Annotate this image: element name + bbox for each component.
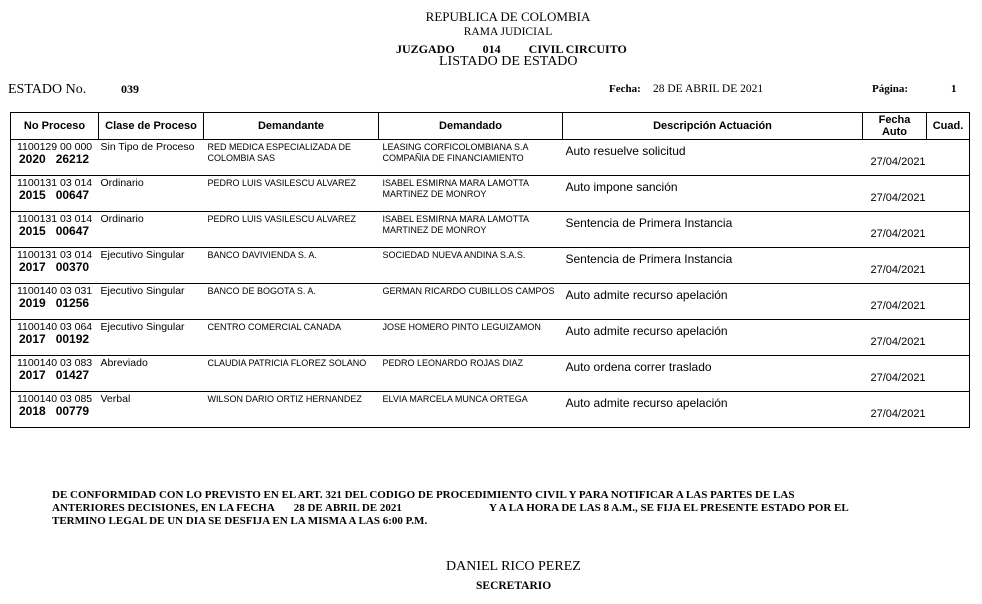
footer-line-2c: Y A LA HORA DE LAS 8 A.M., SE FIJA EL PRESENTE ESTADO POR EL <box>489 502 849 514</box>
proceso-number: 00370 <box>55 260 90 274</box>
proceso-year: 2015 <box>19 224 46 238</box>
cell-demandante <box>204 212 379 248</box>
table-row <box>11 212 970 248</box>
proceso-year: 2015 <box>19 188 46 202</box>
proceso-year: 2017 <box>19 260 46 274</box>
proceso-number: 00192 <box>55 332 90 346</box>
col-header-clase: Clase de Proceso <box>99 113 204 140</box>
proceso-year-number <box>11 297 99 309</box>
cell-descripcion <box>563 140 863 176</box>
cell-cuad <box>927 140 970 176</box>
col-header-fecha <box>863 113 927 140</box>
clase-text: Ejecutivo Singular <box>100 249 185 261</box>
demandado-text: ISABEL ESMIRNA MARA LAMOTTA MARTINEZ DE MONROY <box>382 178 529 199</box>
table-row <box>11 320 970 356</box>
col-header-fecha-line1: Fecha <box>878 114 911 126</box>
cell-fecha <box>863 248 927 284</box>
proceso-number: 00647 <box>55 188 90 202</box>
estado-label: ESTADO No. <box>8 82 87 97</box>
fecha-auto-text: 27/04/2021 <box>870 408 926 420</box>
footer-line-2 <box>52 502 892 515</box>
cell-descripcion <box>563 392 863 428</box>
demandante-text: PEDRO LUIS VASILESCU ALVAREZ <box>207 178 357 188</box>
cell-fecha <box>863 356 927 392</box>
estado-number: 039 <box>121 82 139 96</box>
demandante-text: BANCO DE BOGOTA S. A. <box>207 286 316 296</box>
cell-clase <box>99 284 204 320</box>
proceso-year-number <box>11 225 99 237</box>
descripcion-text: Sentencia de Primera Instancia <box>565 216 733 230</box>
demandado-text: GERMAN RICARDO CUBILLOS CAMPOS <box>382 286 555 296</box>
cell-cuad <box>927 284 970 320</box>
pagina-label: Página: <box>872 83 909 95</box>
cell-descripcion <box>563 176 863 212</box>
proceso-year: 2019 <box>19 296 46 310</box>
fecha-auto-text: 27/04/2021 <box>870 336 926 348</box>
table-header-row <box>11 113 970 140</box>
demandado-text: JOSE HOMERO PINTO LEGUIZAMON <box>382 322 541 332</box>
cell-fecha <box>863 176 927 212</box>
cell-proceso <box>11 392 99 428</box>
clase-text: Ejecutivo Singular <box>100 285 185 297</box>
proceso-number: 26212 <box>55 152 90 166</box>
cell-demandante <box>204 392 379 428</box>
proceso-year-number <box>11 261 99 273</box>
cell-cuad <box>927 176 970 212</box>
page-title: LISTADO DE ESTADO <box>439 54 578 69</box>
proceso-year-number <box>11 189 99 201</box>
cell-proceso <box>11 248 99 284</box>
proceso-code: 1100140 03 064 <box>17 321 93 333</box>
demandante-text: PEDRO LUIS VASILESCU ALVAREZ <box>207 214 357 224</box>
signature-name: DANIEL RICO PEREZ <box>446 559 581 574</box>
cell-demandante <box>204 320 379 356</box>
proceso-code: 1100131 03 014 <box>17 213 93 225</box>
proceso-year-number <box>11 333 99 345</box>
table-row <box>11 284 970 320</box>
col-header-proceso: No Proceso <box>11 113 99 140</box>
clase-text: Ordinario <box>100 177 144 189</box>
demandante-text: CLAUDIA PATRICIA FLOREZ SOLANO <box>207 358 367 368</box>
proceso-number: 01256 <box>55 296 90 310</box>
demandado-text: LEASING CORFICOLOMBIANA S.A COMPAÑIA DE FINANCIAMIENTO <box>382 142 529 163</box>
descripcion-text: Auto admite recurso apelación <box>565 324 728 338</box>
proceso-code: 1100129 00 000 <box>17 141 93 153</box>
footer-line-2a: ANTERIORES DECISIONES, EN LA FECHA <box>52 502 275 514</box>
descripcion-text: Sentencia de Primera Instancia <box>565 252 733 266</box>
fecha-auto-text: 27/04/2021 <box>870 228 926 240</box>
cell-demandado <box>379 356 563 392</box>
cell-clase <box>99 212 204 248</box>
fecha-auto-text: 27/04/2021 <box>870 300 926 312</box>
demandante-text: WILSON DARIO ORTIZ HERNANDEZ <box>207 394 362 404</box>
pagina-value: 1 <box>951 83 957 95</box>
demandado-text: SOCIEDAD NUEVA ANDINA S.A.S. <box>382 250 526 260</box>
cell-descripcion <box>563 248 863 284</box>
cell-demandante <box>204 248 379 284</box>
cell-proceso <box>11 320 99 356</box>
col-header-fecha-line2: Auto <box>881 126 908 138</box>
cell-proceso <box>11 356 99 392</box>
juzgado-label: JUZGADO <box>396 42 455 56</box>
cell-fecha <box>863 284 927 320</box>
table-row <box>11 248 970 284</box>
proceso-year-number <box>11 153 99 165</box>
proceso-number: 00779 <box>55 404 90 418</box>
proceso-year: 2017 <box>19 332 46 346</box>
cell-demandado <box>379 284 563 320</box>
proceso-number: 00647 <box>55 224 90 238</box>
cell-cuad <box>927 320 970 356</box>
cell-fecha <box>863 320 927 356</box>
cell-fecha <box>863 392 927 428</box>
cell-demandado <box>379 176 563 212</box>
header-republic: REPUBLICA DE COLOMBIA <box>425 9 591 24</box>
proceso-code: 1100140 03 085 <box>17 393 93 405</box>
proceso-code: 1100140 03 083 <box>17 357 93 369</box>
proceso-year: 2017 <box>19 368 46 382</box>
cell-fecha <box>863 140 927 176</box>
descripcion-text: Auto admite recurso apelación <box>565 288 728 302</box>
juzgado-number: 014 <box>482 42 501 56</box>
fecha-auto-text: 27/04/2021 <box>870 372 926 384</box>
cell-clase <box>99 140 204 176</box>
proceso-code: 1100131 03 014 <box>17 177 93 189</box>
demandado-text: ISABEL ESMIRNA MARA LAMOTTA MARTINEZ DE MONROY <box>382 214 529 235</box>
clase-text: Abreviado <box>100 357 148 369</box>
estado-table <box>10 112 970 428</box>
proceso-year: 2018 <box>19 404 46 418</box>
clase-text: Ejecutivo Singular <box>100 321 185 333</box>
clase-text: Sin Tipo de Proceso <box>100 141 195 153</box>
cell-clase <box>99 356 204 392</box>
cell-demandante <box>204 176 379 212</box>
cell-cuad <box>927 248 970 284</box>
cell-proceso <box>11 284 99 320</box>
fecha-auto-text: 27/04/2021 <box>870 192 926 204</box>
table-row <box>11 140 970 176</box>
fecha-value: 28 DE ABRIL DE 2021 <box>653 83 764 95</box>
cell-descripcion <box>563 320 863 356</box>
demandado-text: PEDRO LEONARDO ROJAS DIAZ <box>382 358 524 368</box>
descripcion-text: Auto impone sanción <box>565 180 678 194</box>
col-header-descripcion: Descripción Actuación <box>563 113 863 140</box>
descripcion-text: Auto ordena correr traslado <box>565 360 712 374</box>
proceso-code: 1100140 03 031 <box>17 285 93 297</box>
clase-text: Verbal <box>100 393 131 405</box>
demandante-text: BANCO DAVIVIENDA S. A. <box>207 250 317 260</box>
proceso-number: 01427 <box>55 368 90 382</box>
col-header-demandado: Demandado <box>379 113 563 140</box>
fecha-auto-text: 27/04/2021 <box>870 156 926 168</box>
cell-demandado <box>379 392 563 428</box>
cell-demandado <box>379 248 563 284</box>
cell-demandante <box>204 140 379 176</box>
juzgado-type: CIVIL CIRCUITO <box>528 42 627 56</box>
cell-fecha <box>863 212 927 248</box>
col-header-cuad: Cuad. <box>927 113 970 140</box>
header-rama: RAMA JUDICIAL <box>463 26 553 38</box>
fecha-label: Fecha: <box>609 83 641 95</box>
proceso-code: 1100131 03 014 <box>17 249 93 261</box>
table-row <box>11 176 970 212</box>
col-header-demandante: Demandante <box>204 113 379 140</box>
cell-clase <box>99 248 204 284</box>
footer-line-3: TERMINO LEGAL DE UN DIA SE DESFIJA EN LA MISMA A LAS 6:00 P.M. <box>52 515 428 527</box>
descripcion-text: Auto resuelve solicitud <box>565 144 686 158</box>
cell-cuad <box>927 392 970 428</box>
demandante-text: RED MEDICA ESPECIALIZADA DE COLOMBIA SAS <box>207 142 352 163</box>
proceso-year: 2020 <box>19 152 46 166</box>
cell-clase <box>99 320 204 356</box>
demandante-text: CENTRO COMERCIAL CANADA <box>207 322 342 332</box>
cell-cuad <box>927 356 970 392</box>
cell-clase <box>99 176 204 212</box>
cell-proceso <box>11 176 99 212</box>
cell-demandado <box>379 140 563 176</box>
cell-demandante <box>204 284 379 320</box>
proceso-year-number <box>11 405 99 417</box>
signature-role: SECRETARIO <box>476 580 552 592</box>
table-body <box>11 140 970 428</box>
proceso-year-number <box>11 369 99 381</box>
clase-text: Ordinario <box>100 213 144 225</box>
table-row <box>11 392 970 428</box>
cell-cuad <box>927 212 970 248</box>
descripcion-text: Auto admite recurso apelación <box>565 396 728 410</box>
cell-descripcion <box>563 212 863 248</box>
footer-notice <box>52 489 892 528</box>
cell-descripcion <box>563 284 863 320</box>
fecha-auto-text: 27/04/2021 <box>870 264 926 276</box>
cell-descripcion <box>563 356 863 392</box>
cell-proceso <box>11 140 99 176</box>
demandado-text: ELVIA MARCELA MUNCA ORTEGA <box>382 394 528 404</box>
cell-demandado <box>379 320 563 356</box>
footer-line-2-date: 28 DE ABRIL DE 2021 <box>293 502 402 514</box>
cell-demandado <box>379 212 563 248</box>
table-row <box>11 356 970 392</box>
cell-demandante <box>204 356 379 392</box>
cell-proceso <box>11 212 99 248</box>
footer-line-1: DE CONFORMIDAD CON LO PREVISTO EN EL ART. 321 DEL CODIGO DE PROCEDIMIENTO CIVIL Y PARA NOTIFICAR A LAS PARTES DE LAS <box>52 489 795 501</box>
cell-clase <box>99 392 204 428</box>
